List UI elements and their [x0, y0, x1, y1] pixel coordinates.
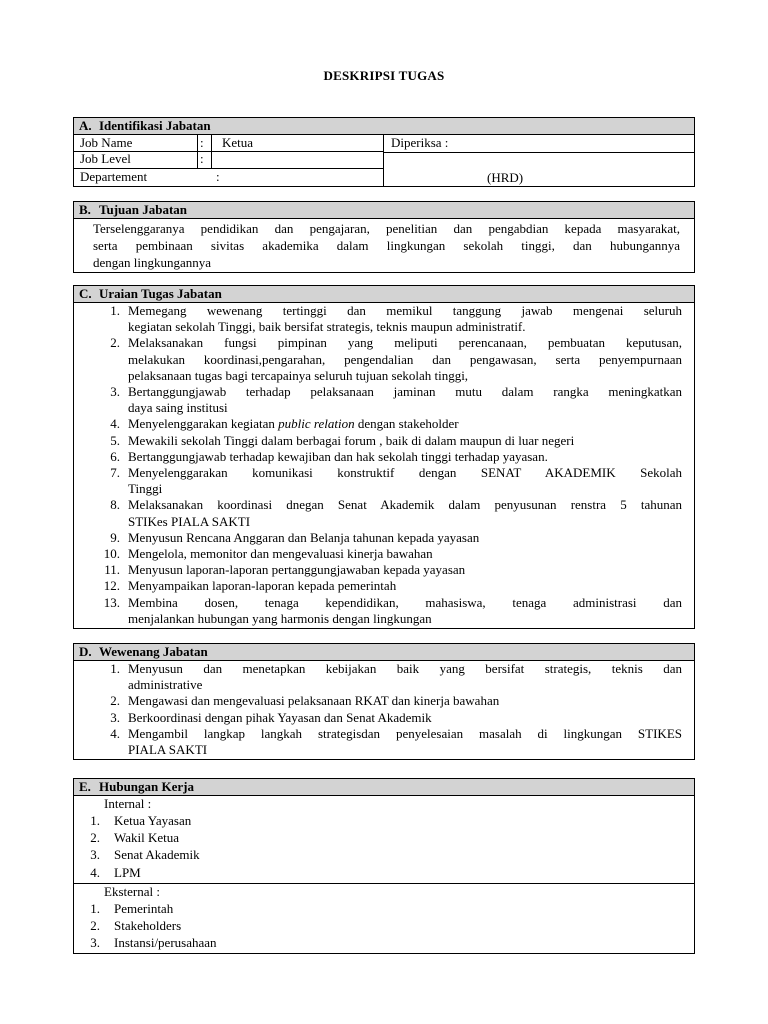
list-item [74, 416, 682, 432]
section-identifikasi-jabatan [73, 117, 695, 187]
item-number: 13. [103, 594, 120, 610]
item-number: 3. [110, 384, 120, 400]
purpose-line: serta pembinaan sivitas akademika dalam lingkungan sekolah tinggi, dan hubungannya [93, 238, 680, 253]
task-list [74, 303, 694, 628]
list-item [74, 693, 682, 709]
external-relations [74, 883, 694, 954]
section-header [74, 286, 694, 303]
list-item [74, 661, 682, 693]
item-number: 2. [110, 335, 120, 351]
item-number: 4. [110, 416, 120, 432]
department-label: Departement [80, 169, 148, 184]
divider [197, 135, 198, 168]
item-number: 10. [103, 546, 120, 562]
item-number: 2. [90, 918, 100, 934]
identification-table [74, 135, 694, 186]
item-line: administrative [128, 677, 203, 693]
item-line: PIALA SAKTI [128, 742, 208, 758]
item-number: 1. [90, 900, 100, 916]
job-name-colon: : [200, 135, 204, 150]
item-text: Instansi/perusahaan [114, 935, 217, 951]
item-text-end: dengan stakeholder [354, 416, 459, 432]
list-item [74, 335, 682, 384]
section-letter: E. [79, 779, 91, 794]
section-heading: Identifikasi Jabatan [99, 118, 211, 133]
item-line: Mengelola, memonitor dan mengevaluasi kinerja bawahan [128, 546, 433, 562]
purpose-line: Terselenggaranya pendidikan dan pengajaran, penelitian dan pengabdian kepada masyarakat, [93, 221, 680, 236]
job-level-label: Job Level [80, 151, 131, 166]
item-text [128, 710, 682, 726]
purpose-text [74, 219, 694, 272]
purpose-line: dengan lingkungannya [93, 255, 212, 270]
item-text: Ketua Yayasan [114, 813, 192, 828]
item-line: Memegang wewenang tertinggi dan memikul tanggung jawab mengenai seluruh [128, 303, 682, 318]
item-text [128, 465, 682, 497]
item-text [128, 578, 682, 594]
item-text [128, 303, 682, 335]
item-line: pelaksanaan tugas bagi tercapainya seluruh tujuan sekolah tinggi, [128, 367, 469, 383]
item-line: Melaksanakan fungsi pimpinan yang meliputi perencanaan, pembuatan keputusan, [128, 335, 682, 351]
item-line: Membina dosen, tenaga kependidikan, mahasiswa, tenaga administrasi dan [128, 594, 682, 610]
internal-label: Internal : [104, 796, 152, 811]
item-line: Bertanggungjawab terhadap pelaksanaan jaminan mutu dalam rangka meningkatkan [128, 384, 682, 400]
section-letter: A. [79, 118, 92, 133]
item-number: 3. [110, 709, 120, 725]
item-number: 12. [103, 578, 120, 594]
item-text [128, 726, 682, 758]
section-uraian-tugas-jabatan [73, 285, 695, 629]
section-heading: Hubungan Kerja [99, 779, 194, 794]
item-line: melakukan koordinasi,pengarahan, pengendalian dan pengawasan, serta penyempurnaan [128, 351, 682, 367]
external-label: Eksternal : [104, 883, 160, 899]
section-wewenang-jabatan [73, 643, 695, 760]
internal-relations [74, 796, 694, 883]
list-item [74, 303, 682, 335]
section-letter: B. [79, 202, 91, 217]
item-text [128, 449, 682, 465]
job-name-value: Ketua [222, 135, 254, 150]
item-text [128, 433, 682, 449]
section-heading: Wewenang Jabatan [99, 644, 208, 659]
item-number: 5. [110, 432, 120, 448]
section-letter: D. [79, 644, 92, 659]
item-emphasis: public relation [278, 416, 355, 432]
item-line: Menyampaikan laporan-laporan kepada pemerintah [128, 578, 397, 594]
item-text-start: Menyelenggarakan kegiatan [128, 416, 279, 432]
item-number: 3. [90, 847, 100, 863]
relation-item [74, 812, 682, 829]
item-text [128, 661, 682, 693]
item-number: 4. [90, 864, 100, 880]
item-number: 9. [110, 529, 120, 545]
relation-item [74, 864, 682, 881]
section-tujuan-jabatan [73, 201, 695, 273]
list-item [74, 595, 682, 627]
item-text [128, 546, 682, 562]
list-item [74, 562, 682, 578]
job-name-label: Job Name [80, 135, 133, 150]
item-line [128, 416, 682, 432]
item-line: Melaksanakan koordinasi dnegan Senat Akademik dalam penyusunan renstra 5 tahunan [128, 497, 682, 513]
section-header [74, 644, 694, 661]
list-item [74, 384, 682, 416]
item-text [128, 693, 682, 709]
checked-by-label: Diperiksa : [391, 135, 449, 150]
item-line: Bertanggungjawab terhadap kewajiban dan hak sekolah tinggi terhadap yayasan. [128, 448, 548, 464]
item-text: Wakil Ketua [114, 830, 180, 846]
item-number: 1. [110, 303, 120, 318]
page-title: DESKRIPSI TUGAS [323, 68, 445, 83]
authority-list [74, 661, 694, 759]
item-number: 2. [110, 693, 120, 709]
item-line: daya saing institusi [128, 400, 228, 416]
list-item [74, 530, 682, 546]
section-header [74, 118, 694, 135]
divider [383, 135, 384, 186]
item-text: Stakeholders [114, 918, 182, 934]
list-item [74, 726, 682, 758]
relation-item [74, 934, 682, 951]
section-header [74, 202, 694, 219]
item-line: STIKes PIALA SAKTI [128, 513, 251, 529]
list-item [74, 465, 682, 497]
item-text [128, 384, 682, 416]
relation-item [74, 846, 682, 863]
divider [211, 135, 212, 168]
item-line: Menyelenggarakan komunikasi konstruktif dengan SENAT AKADEMIK Sekolah [128, 465, 682, 481]
item-number: 2. [90, 830, 100, 846]
item-line: Mewakili sekolah Tinggi dalam berbagai forum , baik di dalam maupun di luar negeri [128, 432, 575, 448]
item-line: kegiatan sekolah Tinggi, baik bersifat strategis, teknis maupun administratif. [128, 319, 526, 335]
job-level-colon: : [200, 151, 204, 166]
item-line: Mengawasi dan mengevaluasi pelaksanaan RKAT dan kinerja bawahan [128, 693, 500, 709]
item-text [128, 562, 682, 578]
item-number: 1. [110, 661, 120, 676]
item-text [128, 416, 682, 432]
item-number: 8. [110, 497, 120, 513]
hrd-label: (HRD) [487, 170, 524, 185]
item-text: Senat Akademik [114, 847, 200, 863]
item-number: 7. [110, 465, 120, 481]
list-item [74, 497, 682, 529]
relation-item [74, 900, 682, 917]
list-item [74, 449, 682, 465]
item-line: Berkoordinasi dengan pihak Yayasan dan Senat Akademik [128, 709, 432, 725]
list-item [74, 546, 682, 562]
item-text [128, 595, 682, 627]
item-line: Mengambil langkap langkah strategisdan penyelesaian masalah di lingkungan STIKES [128, 725, 682, 741]
item-number: 3. [90, 935, 100, 951]
item-line: Menyusun dan menetapkan kebijakan baik yang bersifat strategis, teknis dan [128, 661, 682, 676]
item-text [128, 335, 682, 384]
item-line: menjalankan hubungan yang harmonis dengan lingkungan [128, 610, 432, 626]
item-number: 6. [110, 448, 120, 464]
item-line: Menyusun Rencana Anggaran dan Belanja tahunan kepada yayasan [128, 529, 480, 545]
item-text: Pemerintah [114, 900, 174, 916]
list-item [74, 433, 682, 449]
department-colon: : [216, 169, 220, 184]
section-heading: Uraian Tugas Jabatan [99, 286, 222, 301]
item-number: 1. [90, 813, 100, 828]
item-number: 11. [104, 562, 120, 578]
section-header [74, 779, 694, 796]
relation-item [74, 829, 682, 846]
section-letter: C. [79, 286, 92, 301]
item-line: Menyusun laporan-laporan pertanggungjawaban kepada yayasan [128, 562, 466, 578]
item-text [128, 530, 682, 546]
relation-item [74, 917, 682, 934]
item-number: 4. [110, 725, 120, 741]
section-heading: Tujuan Jabatan [99, 202, 188, 217]
item-text [128, 497, 682, 529]
item-line: Tinggi [128, 481, 163, 497]
list-item [74, 578, 682, 594]
divider [383, 152, 695, 153]
list-item [74, 710, 682, 726]
section-hubungan-kerja [73, 778, 695, 954]
item-text: LPM [114, 864, 141, 880]
